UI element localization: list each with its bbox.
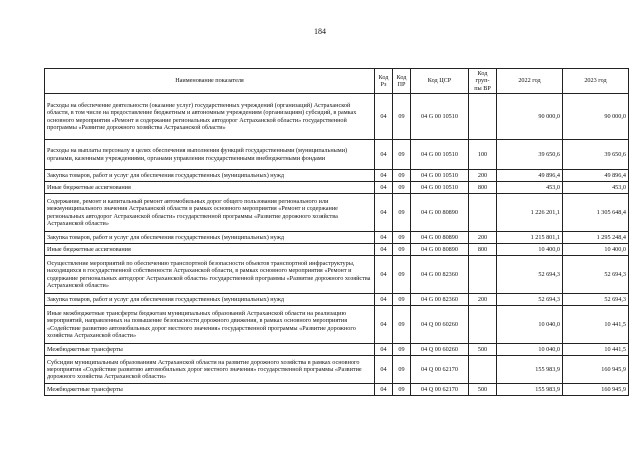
header-rz: Код Рз — [375, 69, 393, 94]
row-csr-cell: 04 Q 00 62170 — [411, 356, 469, 384]
row-csr-cell: 04 G 00 10510 — [411, 170, 469, 182]
row-2023-cell: 10 441,5 — [563, 306, 629, 344]
row-2022-cell: 1 215 801,1 — [497, 232, 563, 244]
row-name-cell: Межбюджетные трансферты — [45, 344, 375, 356]
row-2022-cell: 39 650,6 — [497, 140, 563, 170]
row-2023-cell: 1 305 648,4 — [563, 194, 629, 232]
row-2022-cell: 155 983,9 — [497, 356, 563, 384]
table-row — [45, 182, 629, 194]
row-name-cell: Иные бюджетные ассигнования — [45, 182, 375, 194]
row-2023-cell: 52 694,3 — [563, 256, 629, 294]
row-2023-cell: 10 441,5 — [563, 344, 629, 356]
row-2023-cell: 453,0 — [563, 182, 629, 194]
row-2023-cell: 1 295 248,4 — [563, 232, 629, 244]
row-rz-cell: 04 — [375, 356, 393, 384]
row-name-cell: Содержание, ремонт и капитальный ремонт автомобильных дорог общего пользования регионального или межмуниципального значения Астраханской области в рамках основного мероприятия «Ремонт и содержание региональных автодорог Астраханской области» государственной программы «Развитие дорожного хозяйства Астраханской области» — [45, 194, 375, 232]
table-row — [45, 344, 629, 356]
row-pr-cell: 09 — [393, 384, 411, 396]
row-name-cell: Закупка товаров, работ и услуг для обеспечения государственных (муниципальных) нужд — [45, 232, 375, 244]
row-pr-cell: 09 — [393, 306, 411, 344]
header-2023: 2023 год — [563, 69, 629, 94]
row-vr-cell: 500 — [469, 384, 497, 396]
row-2022-cell: 10 040,0 — [497, 344, 563, 356]
row-rz-cell: 04 — [375, 384, 393, 396]
header-vr: Код груп- пы ВР — [469, 69, 497, 94]
row-csr-cell: 04 G 00 10510 — [411, 140, 469, 170]
row-name-cell: Закупка товаров, работ и услуг для обеспечения государственных (муниципальных) нужд — [45, 294, 375, 306]
table-header-row — [45, 69, 629, 94]
row-csr-cell: 04 G 00 80890 — [411, 194, 469, 232]
row-rz-cell: 04 — [375, 182, 393, 194]
row-2022-cell: 453,0 — [497, 182, 563, 194]
row-csr-cell: 04 Q 00 62170 — [411, 384, 469, 396]
table-row — [45, 244, 629, 256]
row-pr-cell: 09 — [393, 294, 411, 306]
row-vr-cell — [469, 306, 497, 344]
row-vr-cell: 500 — [469, 344, 497, 356]
row-2022-cell: 155 983,9 — [497, 384, 563, 396]
row-2022-cell: 10 400,0 — [497, 244, 563, 256]
row-pr-cell: 09 — [393, 170, 411, 182]
row-name-cell: Закупка товаров, работ и услуг для обеспечения государственных (муниципальных) нужд — [45, 170, 375, 182]
table-row — [45, 256, 629, 294]
row-2022-cell: 52 694,3 — [497, 294, 563, 306]
row-rz-cell: 04 — [375, 306, 393, 344]
row-2022-cell: 52 694,3 — [497, 256, 563, 294]
row-2023-cell: 10 400,0 — [563, 244, 629, 256]
row-name-cell: Иные бюджетные ассигнования — [45, 244, 375, 256]
row-pr-cell: 09 — [393, 344, 411, 356]
row-pr-cell: 09 — [393, 356, 411, 384]
row-vr-cell — [469, 194, 497, 232]
row-rz-cell: 04 — [375, 94, 393, 140]
row-name-cell: Расходы на обеспечение деятельности (оказание услуг) государственных учреждений (организаций) Астраханской области, в том числе на предоставление бюджетным и автономным учреждениям (организациям) субсидий, в рамках основного мероприятия «Ремонт и содержание региональных автодорог Астраханской области» государственной программы «Развитие дорожного хозяйства Астраханской области» — [45, 94, 375, 140]
row-2023-cell: 52 694,3 — [563, 294, 629, 306]
row-2023-cell: 90 000,0 — [563, 94, 629, 140]
row-pr-cell: 09 — [393, 140, 411, 170]
row-rz-cell: 04 — [375, 244, 393, 256]
row-pr-cell: 09 — [393, 194, 411, 232]
row-vr-cell: 100 — [469, 140, 497, 170]
table-body — [45, 94, 629, 396]
header-csr: Код ЦСР — [411, 69, 469, 94]
table-row — [45, 384, 629, 396]
row-pr-cell: 09 — [393, 182, 411, 194]
row-rz-cell: 04 — [375, 170, 393, 182]
budget-table — [44, 68, 629, 396]
row-2023-cell: 160 945,9 — [563, 384, 629, 396]
row-pr-cell: 09 — [393, 232, 411, 244]
row-rz-cell: 04 — [375, 194, 393, 232]
row-pr-cell: 09 — [393, 256, 411, 294]
row-vr-cell: 200 — [469, 294, 497, 306]
row-csr-cell: 04 G 00 10510 — [411, 94, 469, 140]
row-name-cell: Межбюджетные трансферты — [45, 384, 375, 396]
row-vr-cell: 800 — [469, 244, 497, 256]
row-rz-cell: 04 — [375, 344, 393, 356]
row-rz-cell: 04 — [375, 232, 393, 244]
header-pr: Код ПР — [393, 69, 411, 94]
table-row — [45, 294, 629, 306]
row-rz-cell: 04 — [375, 294, 393, 306]
row-2023-cell: 39 650,6 — [563, 140, 629, 170]
row-csr-cell: 04 Q 00 60260 — [411, 344, 469, 356]
row-2023-cell: 160 945,9 — [563, 356, 629, 384]
row-vr-cell — [469, 94, 497, 140]
row-name-cell: Осуществление мероприятий по обеспечению транспортной безопасности объектов транспортной инфраструктуры, находящихся в государственной собственности Астраханской области, в рамках основного мероприятия «Ремонт и содержание региональных автодорог Астраханской области» государственной программы «Развитие дорожного хозяйства Астраханской области» — [45, 256, 375, 294]
page-number: 184 — [314, 27, 326, 36]
table-row — [45, 140, 629, 170]
row-pr-cell: 09 — [393, 244, 411, 256]
row-vr-cell: 800 — [469, 182, 497, 194]
row-csr-cell: 04 G 00 82360 — [411, 256, 469, 294]
row-csr-cell: 04 G 00 80890 — [411, 232, 469, 244]
row-vr-cell — [469, 356, 497, 384]
row-rz-cell: 04 — [375, 140, 393, 170]
row-2023-cell: 49 896,4 — [563, 170, 629, 182]
row-vr-cell: 200 — [469, 232, 497, 244]
table-row — [45, 170, 629, 182]
row-pr-cell: 09 — [393, 94, 411, 140]
header-2022: 2022 год — [497, 69, 563, 94]
row-2022-cell: 49 896,4 — [497, 170, 563, 182]
row-vr-cell — [469, 256, 497, 294]
row-csr-cell: 04 G 00 10510 — [411, 182, 469, 194]
table-row — [45, 232, 629, 244]
table-row — [45, 356, 629, 384]
row-csr-cell: 04 Q 00 60260 — [411, 306, 469, 344]
row-2022-cell: 90 000,0 — [497, 94, 563, 140]
row-name-cell: Иные межбюджетные трансферты бюджетам муниципальных образований Астраханской области на реализацию мероприятий, направленных на повышение безопасности дорожного движения, в рамках основного мероприятия «Содействие развитию автомобильных дорог местного значения» государственной программы «Развитие дорожного хозяйства Астраханской области» — [45, 306, 375, 344]
row-2022-cell: 10 040,0 — [497, 306, 563, 344]
row-rz-cell: 04 — [375, 256, 393, 294]
table-row — [45, 306, 629, 344]
header-name: Наименование показателя — [45, 69, 375, 94]
row-name-cell: Субсидии муниципальным образованиям Астраханской области на развитие дорожного хозяйства в рамках основного мероприятия «Содействие развитию автомобильных дорог местного значения» государственной программы «Развитие дорожного хозяйства Астраханской области» — [45, 356, 375, 384]
table-row — [45, 94, 629, 140]
row-csr-cell: 04 G 00 82360 — [411, 294, 469, 306]
row-vr-cell: 200 — [469, 170, 497, 182]
row-name-cell: Расходы на выплаты персоналу в целях обеспечения выполнения функций государственными (муниципальными) органами, казенными учреждениями, органами управления государственными внебюджетными фондами — [45, 140, 375, 170]
row-csr-cell: 04 G 00 80890 — [411, 244, 469, 256]
table-row — [45, 194, 629, 232]
row-2022-cell: 1 226 201,1 — [497, 194, 563, 232]
